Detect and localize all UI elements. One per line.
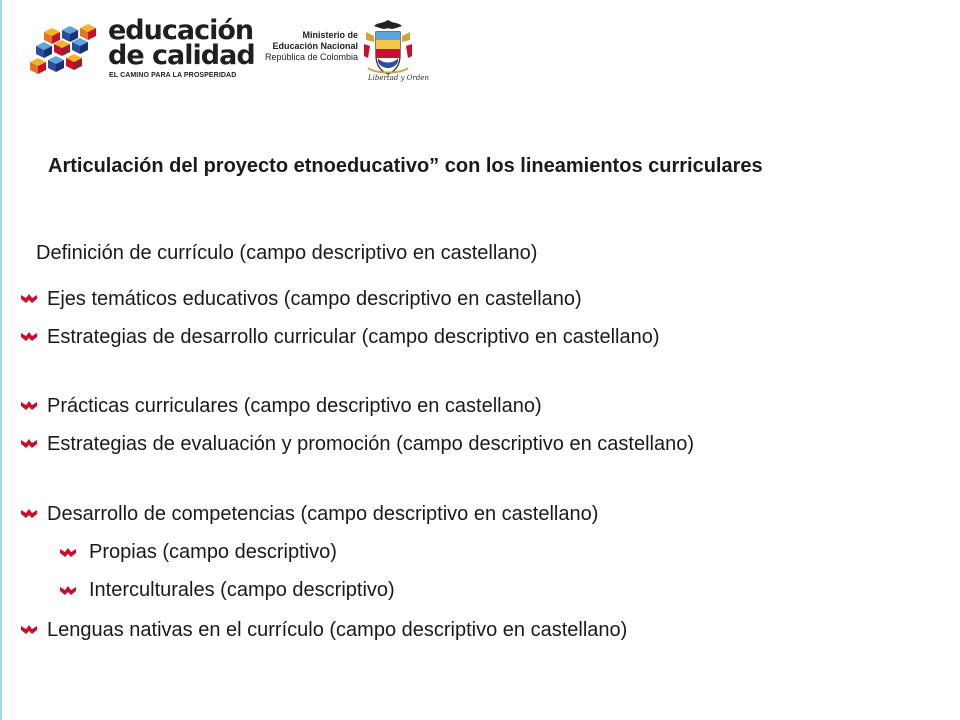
left-edge-rule xyxy=(0,0,2,720)
list-item-sub xyxy=(89,539,789,565)
brand-wordmark xyxy=(108,15,255,71)
list-item xyxy=(47,501,847,527)
list-item xyxy=(47,431,807,457)
list-item-text: Lenguas nativas en el currículo (campo descriptivo en castellano) xyxy=(47,619,628,641)
red-check-bullet-icon xyxy=(21,400,37,412)
brand-line-1: educación xyxy=(108,15,254,46)
list-item xyxy=(47,286,847,312)
red-check-bullet-icon xyxy=(21,438,37,450)
list-item-text: Prácticas curriculares (campo descriptivo en castellano) xyxy=(47,395,542,417)
ministry-line-2: Educación Nacional xyxy=(272,41,358,51)
ministry-line-1: Ministerio de xyxy=(302,30,358,40)
ministry-label xyxy=(258,30,358,63)
red-check-bullet-icon xyxy=(60,547,76,559)
list-item xyxy=(47,617,907,643)
list-item-text: Desarrollo de competencias (campo descriptivo en castellano) xyxy=(47,503,599,525)
list-item-text: Estrategias de desarrollo curricular (campo descriptivo en castellano) xyxy=(47,326,660,348)
cube-blocks-logo-icon xyxy=(30,22,106,80)
list-item-text: Propias (campo descriptivo) xyxy=(89,541,337,563)
list-item xyxy=(47,393,847,419)
list-item-sub xyxy=(89,577,789,603)
red-check-bullet-icon xyxy=(21,293,37,305)
slide-title: Articulación del proyecto etnoeducativo” con los lineamientos curriculares xyxy=(48,155,763,177)
red-check-bullet-icon xyxy=(21,331,37,343)
slide-subtitle: Definición de currículo (campo descriptivo en castellano) xyxy=(36,242,538,264)
list-item-text: Ejes temáticos educativos (campo descriptivo en castellano) xyxy=(47,288,582,310)
red-check-bullet-icon xyxy=(21,508,37,520)
ministry-line-3: República de Colombia xyxy=(264,52,358,62)
red-check-bullet-icon xyxy=(21,624,37,636)
list-item xyxy=(47,324,767,350)
crest-motto: Libertad y Orden xyxy=(368,74,429,82)
list-item-text: Interculturales (campo descriptivo) xyxy=(89,579,395,601)
brand-line-2: de calidad xyxy=(108,40,255,71)
brand-tagline: EL CAMINO PARA LA PROSPERIDAD xyxy=(109,72,237,79)
list-item-text: Estrategias de evaluación y promoción (campo descriptivo en castellano) xyxy=(47,433,695,455)
red-check-bullet-icon xyxy=(60,585,76,597)
